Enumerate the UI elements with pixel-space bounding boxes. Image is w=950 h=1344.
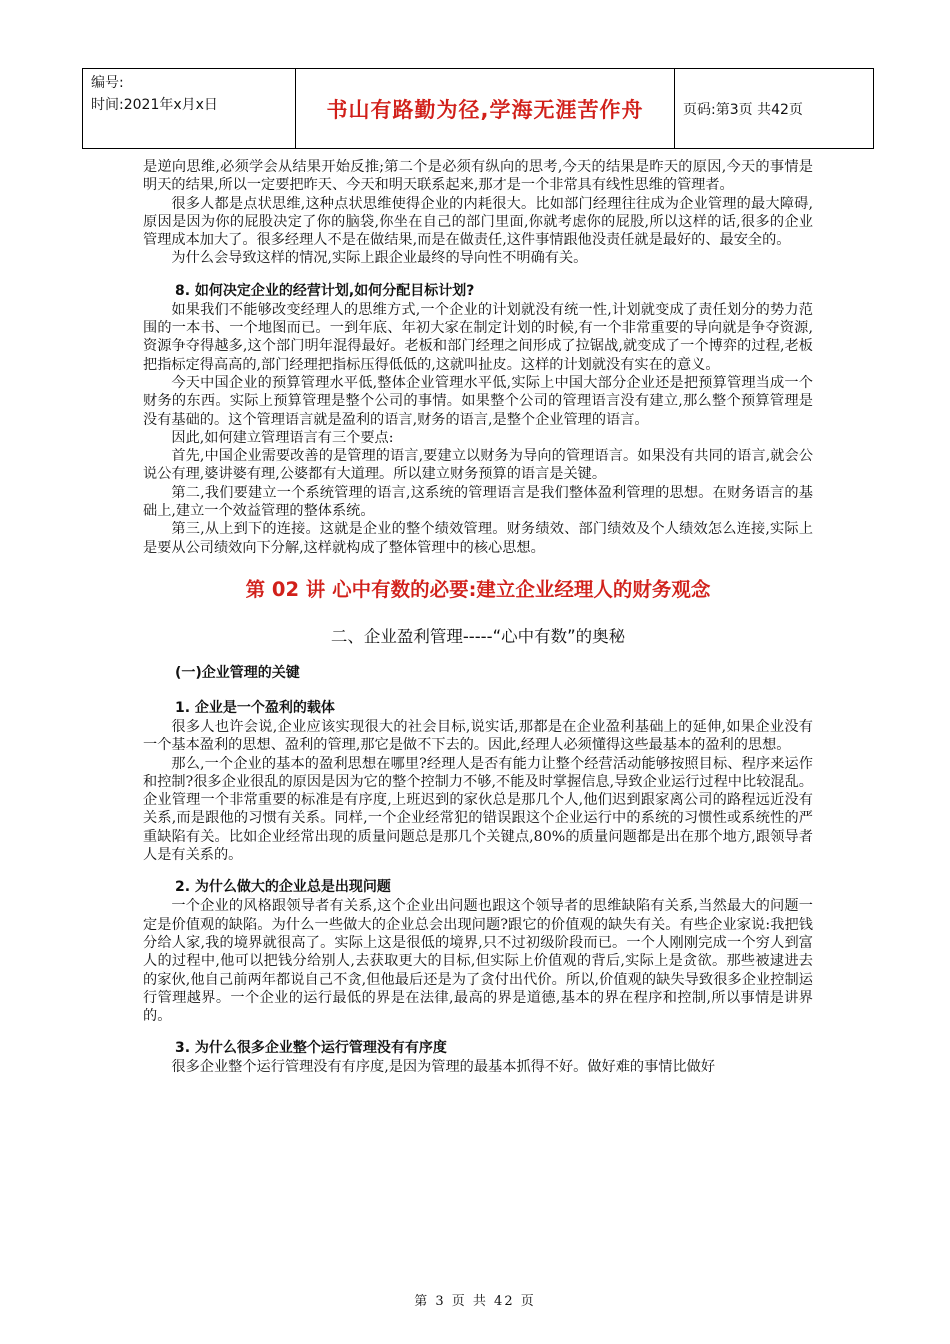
paragraph: 为什么会导致这样的情况,实际上跟企业最终的导向性不明确有关。 xyxy=(171,250,588,267)
document-body xyxy=(143,158,813,1077)
paragraph: 很多人也许会说,企业应该实现很大的社会目标,说实话,那都是在企业盈利基础上的延伸,如果企业没有一个基本盈利的思想、盈利的管理,那它是做不下去的。因此,经理人必须懂得这些最基本的盈利的思想。 xyxy=(143,718,813,754)
subsection-heading: (一)企业管理的关键 xyxy=(175,664,300,681)
document-header xyxy=(82,68,874,149)
question-heading: 3. 为什么很多企业整个运行管理没有有序度 xyxy=(175,1040,447,1057)
question-heading: 1. 企业是一个盈利的载体 xyxy=(175,699,335,716)
paragraph: 是逆向思维,必须学会从结果开始反推;第二个是必须有纵向的思考,今天的结果是昨天的原因,今天的事情是明天的结果,所以一定要把昨天、今天和明天联系起来,那才是一个非常具有线性思维的管理者。 xyxy=(143,159,813,194)
paragraph: 很多人都是点状思维,这种点状思维使得企业的内耗很大。比如部门经理往往成为企业管理的最大障碍,原因是因为你的屁股决定了你的脑袋,你坐在自己的部门里面,你就考虑你的屁股,所以这样的话,很多的企业管理成本加大了。很多经理人不是在做结果,而是在做责任,这件事情跟他没责任就是最好的、最安全的。 xyxy=(143,195,813,249)
paragraph: 今天中国企业的预算管理水平低,整体企业管理水平低,实际上中国大部分企业还是把预算管理当成一个财务的东西。实际上预算管理是整个公司的事情。如果整个公司的管理语言没有建立,那么整个预算管理是没有基础的。这个管理语言就是盈利的语言,财务的语言,是整个企业管理的语言。 xyxy=(143,374,813,428)
paragraph: 第三,从上到下的连接。这就是企业的整个绩效管理。财务绩效、部门绩效及个人绩效怎么连接,实际上是要从公司绩效向下分解,这样就构成了整体管理中的核心思想。 xyxy=(143,521,813,556)
paragraph: 首先,中国企业需要改善的是管理的语言,要建立以财务为导向的管理语言。如果没有共同的语言,就会公说公有理,婆讲婆有理,公婆都有大道理。所以建立财务预算的语言是关键。 xyxy=(143,448,813,483)
lecture-title: 第 02 讲 心中有数的必要:建立企业经理人的财务观念 xyxy=(245,577,711,601)
question-heading: 2. 为什么做大的企业总是出现问题 xyxy=(175,879,391,896)
page-footer: 第 3 页 共 42 页 xyxy=(414,1294,536,1309)
section-title: 二、企业盈利管理-----“心中有数”的奥秘 xyxy=(330,626,626,646)
paragraph: 如果我们不能够改变经理人的思维方式,一个企业的计划就没有统一性,计划就变成了责任划分的势力范围的一本书、一个地图而已。一到年底、年初大家在制定计划的时候,有一个非常重要的导向就是争夺资源,资源争夺得越多,这个部门明年混得最好。老板和部门经理之间形成了拉锯战,就变成了一个博弈的过程,老板把指标定得高高的,部门经理把指标压得低低的,这就叫扯皮。这样的计划就没有实在的意义。 xyxy=(143,301,813,373)
paragraph: 第二,我们要建立一个系统管理的语言,这系统的管理语言是我们整体盈利管理的思想。在财务语言的基础上,建立一个效益管理的整体系统。 xyxy=(143,484,813,520)
header-motto: 书山有路勤为径,学海无涯苦作舟 xyxy=(296,69,675,148)
paragraph: 那么,一个企业的基本的盈利思想在哪里?经理人是否有能力让整个经营活动能够按照目标、程序来运作和控制?很多企业很乱的原因是因为它的整个控制力不够,不能及时掌握信息,导致企业运行过程中比较混乱。企业管理一个非常重要的标准是有序度,上班迟到的家伙总是那几个人,他们迟到跟家离公司的路程远近没有关系,而是跟他的习惯有关系。同样,一个企业经常犯的错误跟这个企业运行中的系统的习惯性或系统性的严重缺陷有关。比如企业经常出现的质量问题总是那几个关键点,80%的质量问题都是出在那个地方,跟领导者人是有关系的。 xyxy=(143,755,813,864)
paragraph: 一个企业的风格跟领导者有关系,这个企业出问题也跟这个领导者的思维缺陷有关系,当然最大的问题一定是价值观的缺陷。为什么一些做大的企业总会出现问题?跟它的价值观的缺失有关。有些企业家说:我把钱分给人家,我的境界就很高了。实际上这是很低的境界,只不过初级阶段而已。一个人刚刚完成一个穷人到富人的过程中,他可以把钱分给别人,去获取更大的目标,但实际上价值观的背后,实际上是贪欲。那些被逮进去的家伙,他自己前两年都说自己不贪,但他最后还是为了贪付出代价。所以,价值观的缺失导致很多企业控制运行管理越界。一个企业的运行最低的界是在法律,最高的界是道德,基本的界在程序和控制,所以事情是讲界的。 xyxy=(143,898,813,1025)
header-page-info: 页码:第3页 共42页 xyxy=(683,101,803,118)
number-label: 编号: xyxy=(91,75,124,91)
time-label: 时间:2021年x月x日 xyxy=(91,97,218,113)
header-meta xyxy=(83,69,296,148)
paragraph: 因此,如何建立管理语言有三个要点: xyxy=(171,429,394,446)
paragraph: 很多企业整个运行管理没有有序度,是因为管理的最基本抓得不好。做好难的事情比做好 xyxy=(171,1059,716,1076)
question-heading: 8. 如何决定企业的经营计划,如何分配目标计划? xyxy=(175,282,475,299)
